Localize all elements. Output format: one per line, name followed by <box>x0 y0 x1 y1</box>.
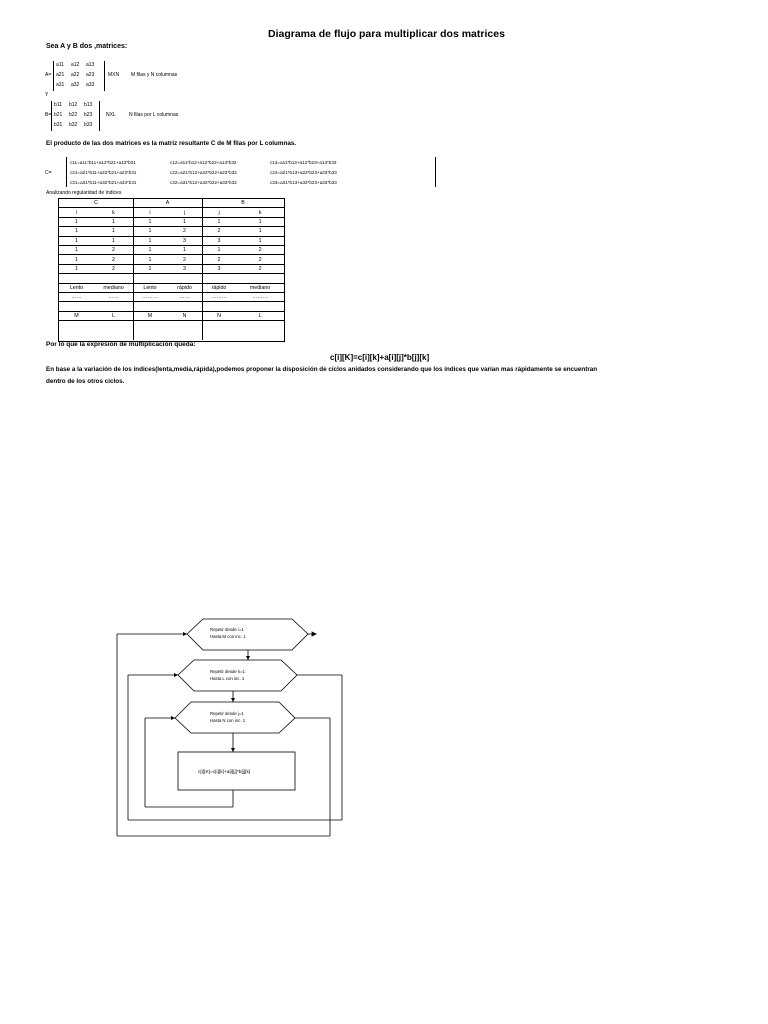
analysis-title: Analizando regularidad de índices <box>46 190 122 196</box>
subheader: i <box>75 209 78 216</box>
cell: 2 <box>112 265 115 272</box>
exit-arrow-head <box>312 632 316 636</box>
matrix-a-cell: a13 <box>86 62 95 68</box>
cell: 2 <box>258 256 262 263</box>
matrix-b-cell: b22 <box>69 112 78 118</box>
cell: 1 <box>112 218 115 225</box>
arrow-head <box>171 716 175 720</box>
speed-cell: Lento <box>143 284 157 291</box>
arrow-head <box>174 673 178 677</box>
speed-cell: mediano <box>249 284 271 291</box>
group-c: C <box>59 199 133 208</box>
loop-i-line2: Hasta M con inc. 1 <box>210 634 246 639</box>
cell: 1 <box>217 218 221 225</box>
matrix-c-cell: c33=a31*b13+a32*b23+a33*b33 <box>270 180 337 185</box>
matrix-a-label: A= <box>45 72 52 78</box>
cell: 2 <box>258 265 262 272</box>
loop-k-line2: Hasta L con inc. 1 <box>210 676 245 681</box>
product-sentence: El producto de las dos matrices es la matriz resultante C de M filas por L columnas. <box>46 140 297 147</box>
matrix-c-cell: c11=a11*b11+a12*b21+a13*b31 <box>70 160 136 165</box>
matrix-b-cell: b12 <box>69 102 78 108</box>
subheader: i <box>149 209 151 216</box>
cell: 1 <box>148 265 152 272</box>
arrow-head <box>231 748 235 752</box>
matrix-b-cell: b11 <box>54 102 62 108</box>
loop-j-line2: Hasta N con inc. 1 <box>210 718 246 723</box>
matrix-c-cell: c23=a21*b13+a22*b23+a23*b33 <box>270 170 337 175</box>
cell: 2 <box>217 256 221 263</box>
cell: 1 <box>258 228 262 235</box>
matrix-a-cell: a33 <box>86 82 95 88</box>
cell: 2 <box>258 247 262 254</box>
cell: 1 <box>258 237 262 244</box>
intro-text: Sea A y B dos ,matrices: <box>46 43 128 50</box>
cell: 1 <box>75 256 78 263</box>
conjunction: Y <box>45 92 49 98</box>
dots-cell: ……… <box>142 294 158 301</box>
matrix-b-desc: N filas por L columnas <box>129 112 179 118</box>
cell: 1 <box>112 237 115 244</box>
subheader: j <box>218 209 220 216</box>
matrix-c-cell: c32=a31*b12+a32*b22+a33*b32 <box>170 180 237 185</box>
matrix-a-cell: a23 <box>86 72 95 78</box>
matrix-b-cell: b21 <box>54 112 63 118</box>
limit-cell: L <box>258 312 262 319</box>
loop-i-hexagon <box>187 619 308 650</box>
cell: 1 <box>75 237 78 244</box>
expression: c[i][K]=c[i][k]+a[i][j]*b[j][k] <box>330 353 430 362</box>
speed-cell: rápido <box>177 284 192 291</box>
loop-j-line1: Repetir desde j=1 <box>210 711 244 716</box>
cell: 2 <box>217 228 221 235</box>
cell: 3 <box>217 237 221 244</box>
dots-cell: …… <box>108 294 119 301</box>
arrow-head <box>231 698 235 702</box>
cell: 1 <box>75 265 78 272</box>
matrix-a-cell: a12 <box>71 62 80 68</box>
cell: 1 <box>148 256 152 263</box>
matrix-b-cell: b23 <box>84 112 93 118</box>
limit-cell: M <box>74 312 79 319</box>
cell: 1 <box>148 247 152 254</box>
cell: 2 <box>183 256 186 263</box>
matrix-b-cell: b31 <box>54 122 63 128</box>
limit-cell: N <box>182 312 187 319</box>
matrix-b-cell: b32 <box>69 122 78 128</box>
cell: 1 <box>75 218 78 225</box>
arrow-head <box>246 656 250 660</box>
cell: 1 <box>148 218 152 225</box>
speed-cell: rápido <box>211 284 227 291</box>
cell: 1 <box>148 237 152 244</box>
subheader: k <box>258 209 262 216</box>
matrix-b-label: B= <box>45 112 52 118</box>
matrix-c-cell: c12=a11*b12+a12*b22+a13*b32 <box>170 160 237 165</box>
limit-cell: N <box>217 312 221 319</box>
matrix-c-cell: c31=a31*b11+a32*b21+a33*b31 <box>70 180 137 185</box>
group-a: A <box>133 199 202 208</box>
dots-cell: …… <box>179 294 190 301</box>
cell: 1 <box>217 247 221 254</box>
matrix-a-cell: a11 <box>56 62 64 68</box>
cell: 2 <box>112 247 115 254</box>
explanation-line-2: dentro de los otros ciclos. <box>46 378 125 385</box>
matrix-b-cell: b13 <box>84 102 93 108</box>
cell: 1 <box>258 218 262 225</box>
page-title: Diagrama de flujo para multiplicar dos matrices <box>268 28 505 40</box>
matrix-a-dim: MXN <box>108 72 120 78</box>
limit-cell: L <box>112 312 115 319</box>
loop-k-line1: Repetir desde k=1 <box>210 669 245 674</box>
matrix-b-cell: b33 <box>84 122 93 128</box>
cell: 2 <box>112 256 115 263</box>
explanation-line-1: En base a la variación de los índices(lenta,media,rápida),podemos proponer la disposición de ciclos anidados considerando que los índices que varían mas rápidamente se encuentran <box>46 366 598 373</box>
matrix-c-cell: c13=a11*b13+a12*b23+a13*b33 <box>270 160 337 165</box>
arrow-head <box>183 632 187 636</box>
cell: 1 <box>75 228 78 235</box>
cell: 1 <box>112 228 115 235</box>
cell: 3 <box>183 265 186 272</box>
cell: 1 <box>183 218 186 225</box>
speed-cell: mediano <box>103 284 124 291</box>
dots-cell: ……… <box>252 294 268 301</box>
expression-intro: Por lo que la expresión de multiplicación queda: <box>46 341 196 348</box>
subheader: k <box>112 209 115 216</box>
matrix-a-cell: a22 <box>71 72 80 78</box>
matrix-c-cell: c22=a21*b12+a22*b22+a23*b32 <box>170 170 237 175</box>
matrix-c-label: C= <box>45 170 52 176</box>
cell: 1 <box>75 247 78 254</box>
dots-cell: ……… <box>211 294 227 301</box>
cell: 2 <box>183 228 186 235</box>
dots-cell: …… <box>71 294 82 301</box>
limit-cell: M <box>147 312 153 319</box>
loop-i-line1: Repetir desde i=1 <box>210 627 244 632</box>
body-text: c[i][K]=c[i][k]+a[i][j]*b[j][k] <box>198 770 251 775</box>
cell: 3 <box>217 265 221 272</box>
group-b: B <box>202 199 284 208</box>
matrix-a-cell: a31 <box>56 82 65 88</box>
matrix-b-dim: NXL <box>106 112 116 118</box>
subheader: j <box>183 209 186 216</box>
cell: 1 <box>183 247 186 254</box>
cell: 1 <box>148 228 152 235</box>
speed-cell: Lento <box>69 284 84 291</box>
cell: 3 <box>183 237 186 244</box>
matrix-a-cell: a32 <box>71 82 80 88</box>
matrix-a-cell: a21 <box>56 72 65 78</box>
matrix-a-desc: M filas y N columnas <box>131 72 178 78</box>
matrix-c-cell: c21=a21*b11+a22*b21+a23*b31 <box>70 170 137 175</box>
